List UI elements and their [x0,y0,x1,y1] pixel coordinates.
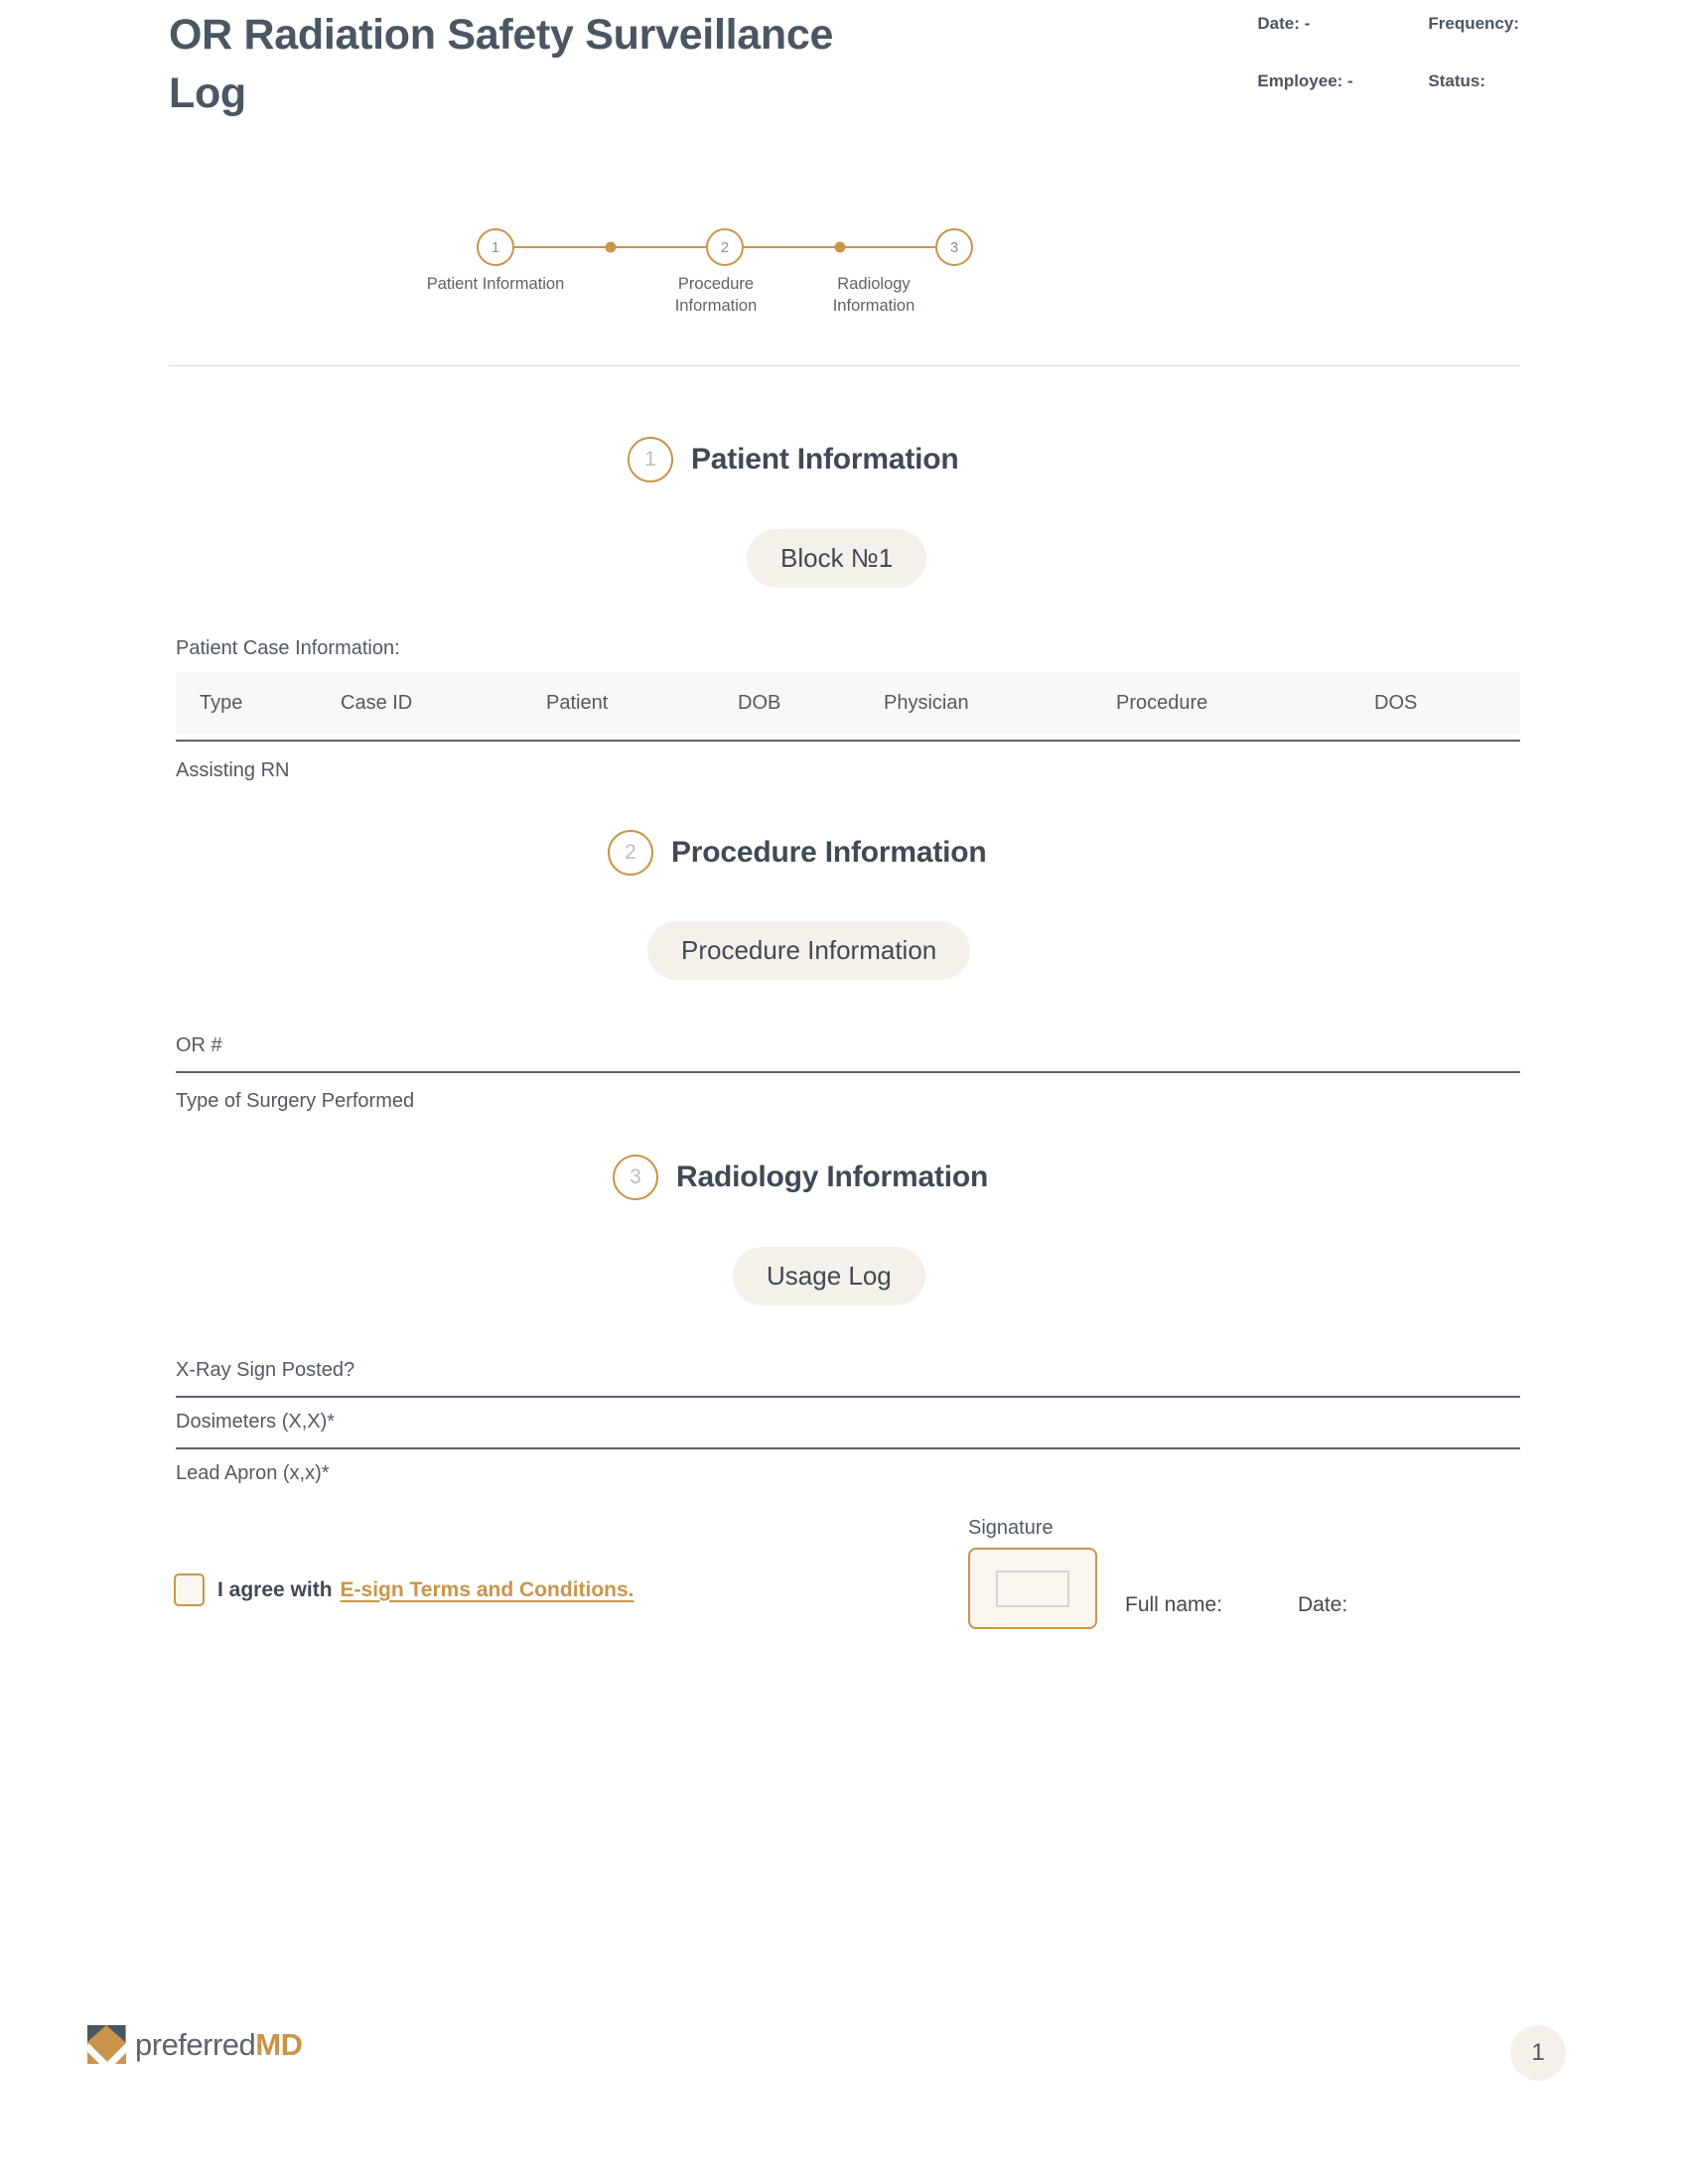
document-header [169,0,1519,124]
stepper-step-2[interactable] [706,228,744,266]
page-number-text: 1 [1531,2039,1545,2066]
stepper-connector-1 [514,246,706,248]
field-rule-dosimeters [176,1447,1520,1449]
signature-inner-placeholder [996,1570,1069,1607]
stepper-track [477,226,973,268]
table-column-type: Type [200,692,243,714]
meta-frequency: Frequency: [1428,14,1519,33]
section-heading-procedure-information [608,830,987,876]
section-number-3 [613,1155,658,1200]
preferredmd-logo [87,2025,303,2064]
block-pill-2: Procedure Information [647,921,970,980]
form-stepper [426,226,973,318]
field-label-type-of-surgery: Type of Surgery Performed [176,1090,415,1112]
stepper-step-2-number: 2 [720,238,730,256]
section-heading-radiology-information [613,1155,988,1200]
field-label-assisting-rn: Assisting RN [176,759,290,781]
field-label-lead-apron: Lead Apron (x,x)* [176,1462,330,1484]
section-title-3: Radiology Information [676,1160,989,1193]
patient-case-table-header [176,672,1520,734]
meta-date: Date: - [1257,14,1311,33]
signature-field[interactable] [968,1548,1097,1629]
field-label-dosimeters: Dosimeters (X,X)* [176,1411,336,1433]
stepper-label-1: Patient Information [426,275,565,293]
field-rule-xray-sign-posted [176,1396,1520,1398]
section-number-3-text: 3 [630,1165,641,1188]
signature-label: Signature [968,1517,1054,1539]
stepper-connector-2 [744,246,935,248]
esign-terms-link[interactable]: E-sign Terms and Conditions. [340,1577,634,1601]
table-column-patient: Patient [546,692,609,714]
field-rule-or-number [176,1071,1520,1073]
table-bottom-rule [176,740,1520,742]
meta-status: Status: [1428,71,1485,90]
page-title: OR Radiation Safety Surveillance Log [169,11,834,118]
field-label-or-number: OR # [176,1034,222,1056]
consent-text: I agree with [217,1577,333,1601]
checkmark-envelope-icon [87,2025,126,2064]
stepper-labels [426,268,973,318]
esign-consent-checkbox[interactable] [174,1573,205,1606]
signature-group [968,1517,1097,1629]
field-label-xray-sign-posted: X-Ray Sign Posted? [176,1359,355,1381]
table-column-dob: DOB [738,692,781,714]
section-number-2-text: 2 [625,841,636,864]
block-pill-3: Usage Log [733,1247,925,1305]
stepper-step-3[interactable] [935,228,973,266]
logo-text-md: MD [255,2026,303,2062]
table-column-procedure: Procedure [1116,692,1208,714]
section-number-2 [608,830,653,876]
section-title-2: Procedure Information [671,836,987,869]
section-heading-patient-information [628,437,959,482]
logo-wordmark [135,2027,303,2063]
signature-full-name-label: Full name: [1125,1593,1223,1616]
table-column-physician: Physician [884,692,969,714]
stepper-label-3: Radiology Information [832,275,915,315]
header-divider [169,365,1520,366]
meta-employee: Employee: - [1257,71,1353,90]
page-number-badge [1510,2025,1566,2081]
section-title-1: Patient Information [691,443,959,476]
block-pill-1: Block №1 [747,529,926,588]
logo-text-preferred: preferred [135,2026,256,2062]
stepper-step-1[interactable] [477,228,514,266]
table-column-case-id: Case ID [341,692,413,714]
header-meta [1257,14,1519,91]
consent-row [174,1573,634,1606]
stepper-step-3-number: 3 [949,238,959,256]
table-column-dos: DOS [1374,692,1418,714]
section-number-1 [628,437,673,482]
table-caption: Patient Case Information: [176,637,400,659]
stepper-step-1-number: 1 [491,238,500,256]
signature-date-label: Date: [1298,1593,1348,1616]
section-number-1-text: 1 [644,448,656,471]
stepper-label-2: Procedure Information [674,275,758,315]
